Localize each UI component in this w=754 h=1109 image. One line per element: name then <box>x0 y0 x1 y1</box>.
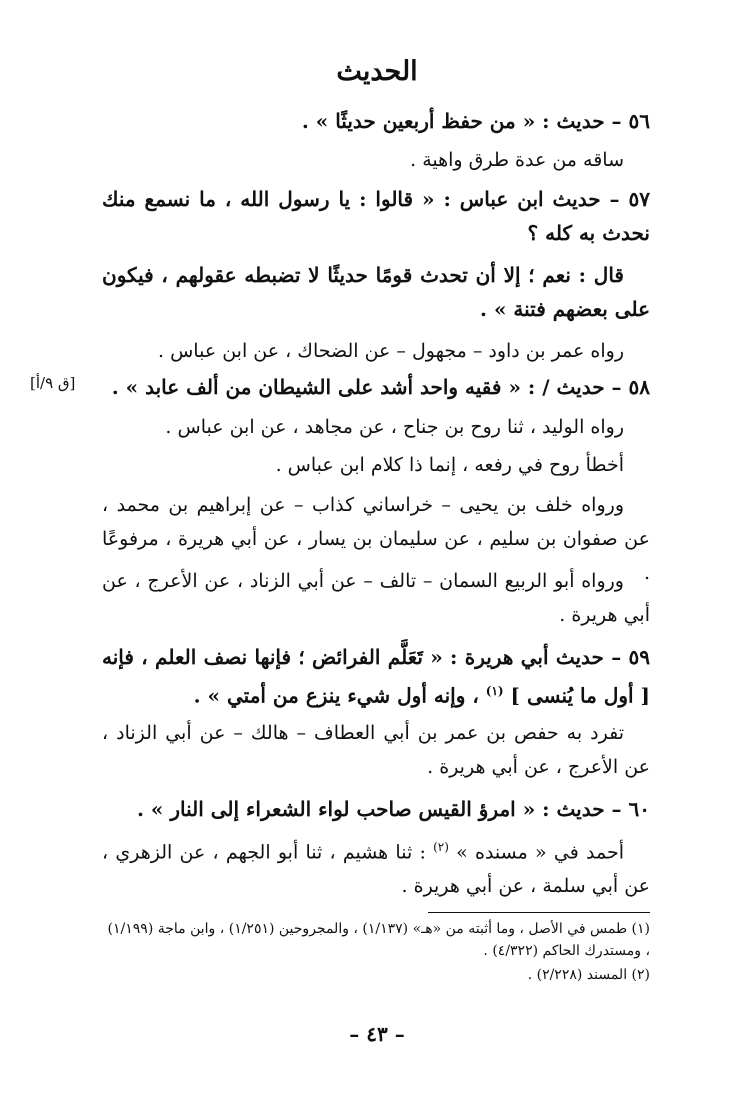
hadith-60-note <box>102 830 650 903</box>
footnote-ref-2: (٢) <box>433 840 449 854</box>
hadith-59-heading-end: ، وإنه أول شيء ينزع من أمتي » . <box>193 683 479 708</box>
hadith-59-heading-text: ٥٩ – حديث أبي هريرة : « تَعَلَّم الفرائض ؛ فإنها نصف العلم ، فإنه [ أول ما يُنسى ] <box>102 645 650 708</box>
hadith-59-heading <box>102 640 650 713</box>
hadith-57-heading: ٥٧ – حديث ابن عباس : « قالوا : يا رسول الله ، ما نسمع منك نحدث به كله ؟ <box>102 187 650 245</box>
footnote-2: (٢) المسند (٢/٢٢٨) . <box>527 967 650 983</box>
footnote-ref-1: (١) <box>485 684 504 698</box>
hadith-57-note: رواه عمر بن داود – مجهول – عن الضحاك ، عن ابن عباس . <box>158 340 624 362</box>
hadith-56-heading: ٥٦ – حديث : « من حفظ أربعين حديثًا » . <box>301 109 650 133</box>
hadith-58-note-3: ورواه خلف بن يحيى – خراساني كذاب – عن إبراهيم بن محمد ، عن صفوان بن سليم ، عن سليمان بن يسار ، عن أبي هريرة ، مرفوعًا . <box>102 494 650 584</box>
hadith-58-note-4: ورواه أبو الربيع السمان – تالف – عن أبي الزناد ، عن الأعرج ، عن أبي هريرة . <box>102 570 650 626</box>
hadith-58-note-2: أخطأ روح في رفعه ، إنما ذا كلام ابن عباس . <box>275 454 624 476</box>
footnote-1: (١) طمس في الأصل ، وما أثبته من «هـ» (١/١٣٧) ، والمجروحين (١/٢٥١) ، وابن ماجة (١/١٩٩) ، ومستدرك الحاكم (٤/٣٢٢) . <box>107 921 650 959</box>
footnote-divider <box>428 912 650 913</box>
manuscript-folio-marker: [ق ٩/أ] <box>30 374 76 392</box>
page-title: الحديث <box>336 56 418 87</box>
hadith-60-heading: ٦٠ – حديث : « امرؤ القيس صاحب لواء الشعراء إلى النار » . <box>136 797 650 821</box>
hadith-57-quote: قال : نعم ؛ إلا أن تحدث قومًا حديثًا لا تضبطه عقولهم ، فيكون على بعضهم فتنة » . <box>102 263 650 321</box>
hadith-60-note-start: أحمد في « مسنده » <box>456 841 624 864</box>
hadith-58-heading: ٥٨ – حديث / : « فقيه واحد أشد على الشيطان من ألف عابد » . <box>111 375 650 399</box>
hadith-59-note: تفرد به حفص بن عمر بن أبي العطاف – هالك – عن أبي الزناد ، عن الأعرج ، عن أبي هريرة . <box>102 722 650 778</box>
hadith-56-note: ساقه من عدة طرق واهية . <box>410 149 624 171</box>
hadith-60-note-end: : ثنا هشيم ، ثنا أبو الجهم ، عن الزهري ، عن أبي سلمة ، عن أبي هريرة . <box>102 841 650 898</box>
page-number: – ٤٣ – <box>349 1022 405 1046</box>
hadith-58-note-1: رواه الوليد ، ثنا روح بن جناح ، عن مجاهد ، عن ابن عباس . <box>165 416 624 438</box>
